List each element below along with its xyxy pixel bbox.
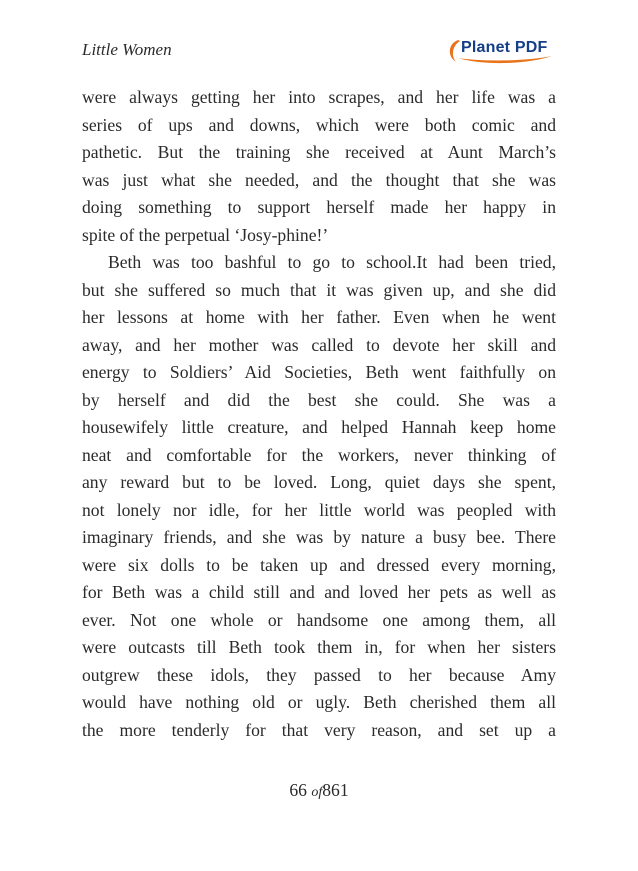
text-line: housewifely little creature, and helped Hannah keep home [82,417,556,437]
book-title: Little Women [82,40,172,59]
text-line: pathetic. But the training she received at Aunt March’s [82,142,556,162]
text-line: away, and her mother was called to devote her skill and [82,334,556,355]
text-line: series of ups and downs, which were both comic and [82,114,556,135]
text-line: any reward but to be loved. Long, quiet days she spent, [82,472,556,492]
total-pages: 861 [322,780,349,800]
planet-pdf-logo [444,36,556,66]
text-line: neat and comfortable for the workers, never thinking of [82,444,556,465]
page-footer [0,780,638,801]
text-line: were six dolls to be taken up and dressed every morning, [82,554,556,575]
paragraph [82,249,556,744]
text-line: would have nothing old or ugly. Beth cherished them all [82,692,556,712]
text-line: was just what she needed, and the thought that she was [82,169,556,190]
text-line: but she suffered so much that it was given up, and she did [82,279,556,300]
text-line: not lonely nor idle, for her little world was peopled with [82,499,556,520]
logo-text: Planet PDF [461,39,548,56]
text-line: for Beth was a child still and and loved her pets as well as [82,582,556,602]
text-line: Beth was too bashful to go to school.It had been tried, [108,252,556,272]
text-line: her lessons at home with her father. Even when he went [82,307,556,327]
text-line: were outcasts till Beth took them in, for when her sisters [82,637,556,657]
page-number: 66 [289,780,307,800]
text-line: energy to Soldiers’ Aid Societies, Beth went faithfully on [82,362,556,382]
text-line: spite of the perpetual ‘Josy-phine!’ [82,224,329,245]
text-line: doing something to support herself made her happy in [82,197,556,217]
text-line: were always getting her into scrapes, and her life was a [82,87,556,107]
paragraph [82,84,556,249]
text-line: imaginary friends, and she was by nature a busy bee. There [82,527,556,547]
of-label: of [311,785,323,800]
page-header [82,36,556,80]
text-line: ever. Not one whole or handsome one among them, all [82,609,556,630]
text-line: the more tenderly for that very reason, and set up a [82,719,556,740]
text-line: outgrew these idols, they passed to her because Amy [82,664,556,685]
text-line: by herself and did the best she could. She was a [82,389,556,410]
body-text [82,84,556,744]
